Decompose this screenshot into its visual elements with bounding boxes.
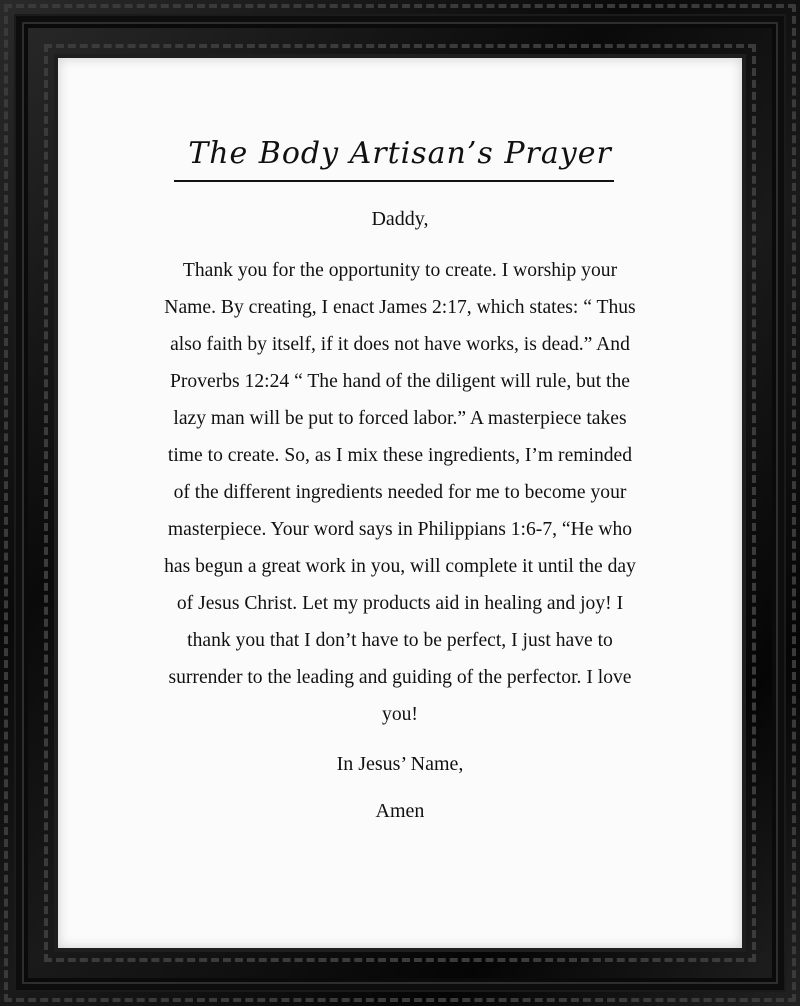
prayer-title: The Body Artisan’s Prayer xyxy=(188,136,612,171)
body-line: of the different ingredients needed for me to become your xyxy=(173,482,627,503)
title-underline xyxy=(174,180,614,182)
body-line: Name. By creating, I enact James 2:17, which states: “ Thus xyxy=(164,297,636,318)
body-line: Thank you for the opportunity to create. I worship your xyxy=(182,260,618,281)
body-line: you! xyxy=(382,704,418,725)
prayer-body xyxy=(132,252,668,733)
body-line: lazy man will be put to forced labor.” A masterpiece takes xyxy=(173,408,627,429)
body-line: Proverbs 12:24 “ The hand of the diligent will rule, but the xyxy=(169,371,630,392)
salutation: Daddy, xyxy=(371,208,429,230)
body-line: has begun a great work in you, will complete it until the day xyxy=(164,556,636,577)
body-line: time to create. So, as I mix these ingredients, I’m reminded xyxy=(167,445,633,466)
signoff: Amen xyxy=(375,800,425,822)
body-line: of Jesus Christ. Let my products aid in healing and joy! I xyxy=(176,593,624,614)
prayer-paper xyxy=(58,58,742,948)
body-line: surrender to the leading and guiding of the perfector. I love xyxy=(168,667,632,688)
body-line: also faith by itself, if it does not have works, is dead.” And xyxy=(170,334,630,355)
body-line: masterpiece. Your word says in Philippians 1:6-7, “He who xyxy=(167,519,633,540)
body-line: thank you that I don’t have to be perfect, I just have to xyxy=(187,630,613,651)
closing-line: In Jesus’ Name, xyxy=(336,753,464,775)
